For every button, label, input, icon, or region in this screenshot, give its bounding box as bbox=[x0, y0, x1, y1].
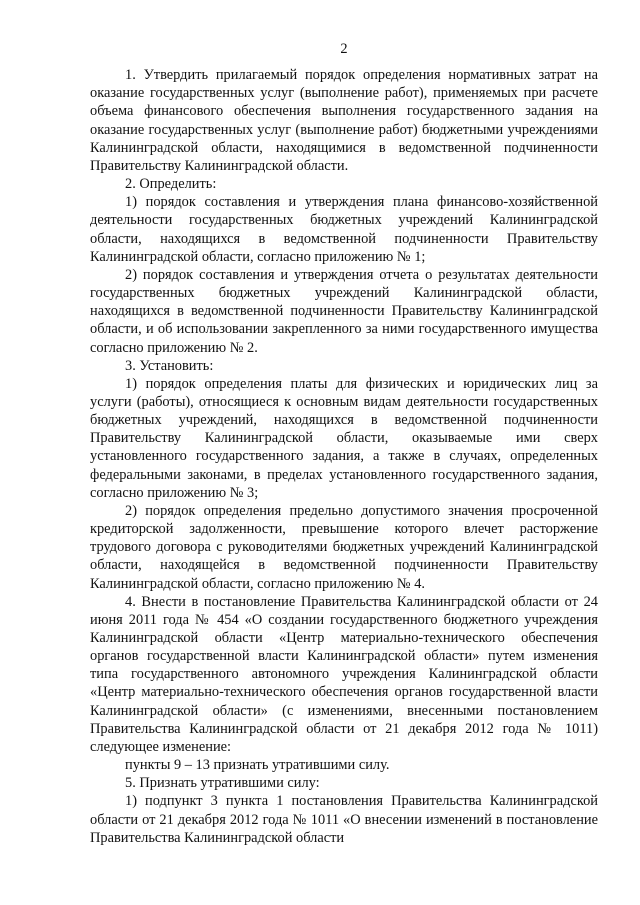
paragraph-2: 2. Определить: bbox=[125, 176, 217, 193]
page-number: 2 bbox=[340, 41, 348, 57]
paragraph-3: 3. Установить: bbox=[125, 357, 214, 374]
paragraph-3-1: 1) порядок определения платы для физических и юридических лиц за услуги (работы), относящиеся к основным видам деятельности государственных бюджетных учреждений, находящихся в ведомственной подчиненности Правительству Калининградской области, оказываемые ими сверх установленного государственного задания, а также в случаях, определенных федеральными законами, в пределах установленного государственного задания, согласно приложению № 3; bbox=[90, 375, 598, 501]
document-page bbox=[90, 40, 598, 847]
paragraph-1: 1. Утвердить прилагаемый порядок определения нормативных затрат на оказание государственных услуг (выполнение работ), применяемых при расчете объема финансового обеспечения выполнения государственного задания на оказание государственных услуг (выполнение работ) бюджетными учреждениями Калининградской области, находящимися в ведомственной подчиненности Правительству Калининградской области. bbox=[90, 67, 598, 174]
paragraph-4: 4. Внести в постановление Правительства Калининградской области от 24 июня 2011 года № 454 «О создании государственного бюджетного учреждения Калининградской области «Центр материально-технического обеспечения органов государственной власти Калининградской области» путем изменения типа государственного автономного учреждения Калининградской области «Центр материально-технического обеспечения органов государственной власти Калининградской области» (с изменениями, внесенными постановлением Правительства Калининградской области от 21 декабря 2012 года № 1011) следующее изменение: bbox=[90, 593, 598, 755]
paragraph-2-2: 2) порядок составления и утверждения отчета о результатах деятельности государственных бюджетных учреждений Калининградской области, находящихся в ведомственной подчиненности Правительству Калининградской области, и об использовании закрепленного за ними государственного имущества согласно приложению № 2. bbox=[90, 266, 598, 356]
paragraph-5: 5. Признать утратившими силу: bbox=[125, 775, 320, 792]
paragraph-3-2: 2) порядок определения предельно допустимого значения просроченной кредиторской задолженности, превышение которого влечет расторжение трудового договора с руководителями бюджетных учреждений Калининградской области, находящейся в ведомственной подчиненности Правительству Калининградской области, согласно приложению № 4. bbox=[90, 502, 598, 592]
paragraph-2-1: 1) порядок составления и утверждения плана финансово-хозяйственной деятельности государственных бюджетных учреждений Калининградской области, находящихся в ведомственной подчиненности Правительству Калининградской области, согласно приложению № 1; bbox=[90, 194, 598, 265]
paragraph-4-item: пункты 9 – 13 признать утратившими силу. bbox=[125, 757, 390, 774]
paragraph-5-1: 1) подпункт 3 пункта 1 постановления Правительства Калининградской области от 21 декабря 2012 года № 1011 «О внесении изменений в постановление Правительства Калининградской области bbox=[90, 793, 598, 846]
